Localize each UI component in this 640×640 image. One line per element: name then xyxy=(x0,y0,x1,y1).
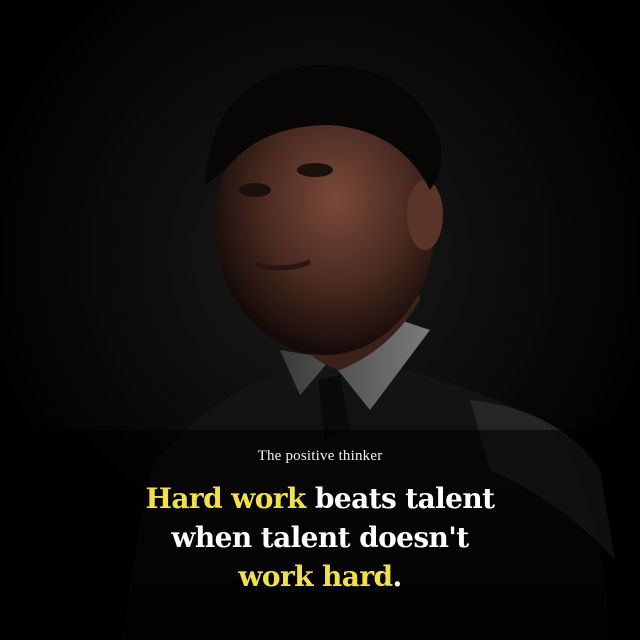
ear xyxy=(407,180,443,250)
quote-line-1-rest: beats talent xyxy=(305,482,495,515)
quote-line-3-end: . xyxy=(392,560,402,593)
quote-line-3 xyxy=(0,557,640,596)
caption-block xyxy=(0,448,640,596)
brand-label: The positive thinker xyxy=(257,448,383,464)
quote-line-1 xyxy=(0,479,640,518)
quote-line-2: when talent doesn't xyxy=(171,521,469,554)
right-eye xyxy=(297,163,333,177)
quote-highlight-2: work hard xyxy=(238,560,393,593)
quote-text xyxy=(0,479,640,596)
quote-highlight-1: Hard work xyxy=(145,482,306,515)
left-eye xyxy=(239,183,271,197)
